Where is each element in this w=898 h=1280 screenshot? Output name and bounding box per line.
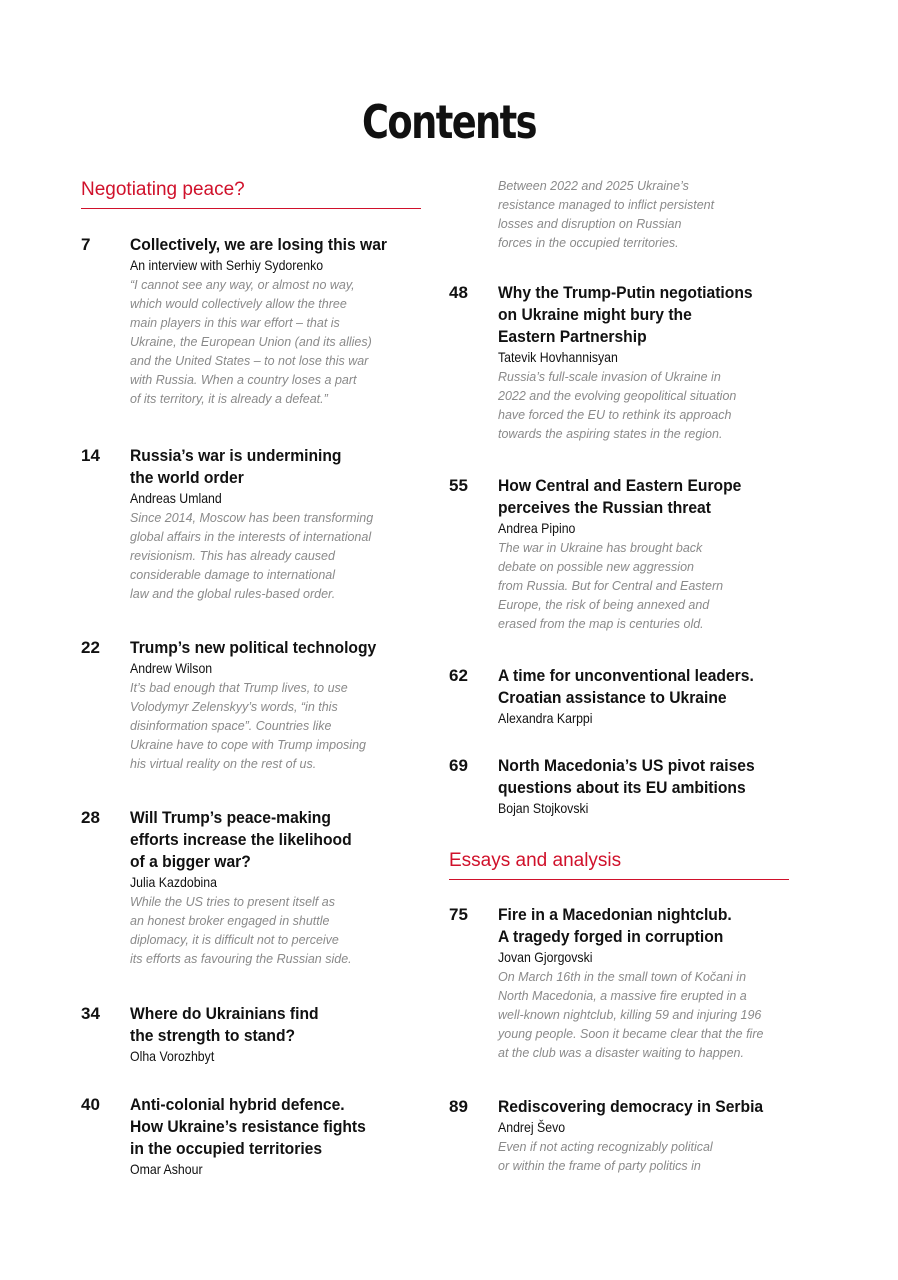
entry-abstract: While the US tries to present itself as an honest broker engaged in shuttle diplomacy, it is difficult not to perceive its efforts as favouring the Russian side. — [130, 895, 352, 966]
entry-author: Jovan Gjorgovski — [498, 949, 593, 965]
entry-abstract: Even if not acting recognizably political or within the frame of party politics in — [498, 1140, 713, 1173]
entry-author: Olha Vorozhbyt — [130, 1048, 215, 1064]
page-number: 69 — [449, 756, 468, 775]
continued-abstract: Between 2022 and 2025 Ukraine’s resistance managed to inflict persistent losses and disruption on Russian forces in the occupied territories. — [498, 179, 715, 250]
entry-author: Andrew Wilson — [130, 660, 213, 676]
entry-title[interactable]: Will Trump’s peace-making efforts increase the likelihood of a bigger war? — [130, 808, 352, 871]
entry-title[interactable]: Where do Ukrainians find the strength to stand? — [130, 1004, 319, 1045]
toc-entry[interactable] — [81, 807, 421, 969]
entry-abstract: The war in Ukraine has brought back debate on possible new aggression from Russia. But for Central and Eastern Europe, the risk of being annexed and erased from the map is centuries old. — [498, 541, 724, 631]
toc-entry[interactable] — [449, 282, 789, 444]
page-title: Contents — [362, 95, 536, 149]
page-number: 75 — [449, 905, 468, 924]
toc-entry[interactable] — [81, 1094, 421, 1179]
page-number: 89 — [449, 1097, 468, 1116]
toc-entry[interactable] — [81, 637, 421, 774]
toc-entry[interactable] — [449, 904, 789, 1063]
entry-title[interactable]: North Macedonia’s US pivot raises questions about its EU ambitions — [498, 756, 755, 797]
entry-title[interactable]: Why the Trump-Putin negotiations on Ukraine might bury the Eastern Partnership — [498, 283, 753, 346]
entry-title[interactable]: How Central and Eastern Europe perceives the Russian threat — [498, 476, 742, 517]
entry-title[interactable]: Russia’s war is undermining the world order — [130, 446, 342, 487]
page-number: 34 — [81, 1004, 100, 1023]
page-number: 7 — [81, 235, 91, 254]
entry-author: Tatevik Hovhannisyan — [498, 349, 618, 365]
page-number: 22 — [81, 638, 100, 657]
section-heading-negotiating-peace: Negotiating peace? — [81, 178, 421, 209]
page-number: 14 — [81, 446, 100, 465]
entry-title[interactable]: Trump’s new political technology — [130, 638, 377, 657]
toc-entry[interactable] — [449, 755, 789, 818]
entry-author: Andrej Ševo — [498, 1119, 566, 1135]
toc-entry[interactable] — [449, 475, 789, 634]
toc-entry[interactable] — [81, 1003, 421, 1066]
entry-author: Andreas Umland — [130, 490, 222, 506]
section-heading-essays-and-analysis: Essays and analysis — [449, 849, 789, 880]
page-number: 62 — [449, 666, 468, 685]
entry-abstract: On March 16th in the small town of Kočani in North Macedonia, a massive fire erupted in a well-known nightclub, killing 59 and injuring 196 young people. Soon it became clear that the fire at the club was a disaster waiting to happen. — [498, 970, 764, 1060]
entry-abstract: It’s bad enough that Trump lives, to use Volodymyr Zelenskyy’s words, “in this disinformation space”. Countries like Ukraine have to cope with Trump imposing his virtual reality on the rest of us. — [130, 681, 366, 771]
entry-author: An interview with Serhiy Sydorenko — [130, 257, 324, 273]
toc-entry[interactable] — [449, 665, 789, 728]
entry-author: Julia Kazdobina — [130, 874, 217, 890]
entry-author: Andrea Pipino — [498, 520, 576, 536]
entry-title[interactable]: Rediscovering democracy in Serbia — [498, 1097, 764, 1116]
entry-author: Omar Ashour — [130, 1161, 203, 1177]
entry-author: Alexandra Karppi — [498, 710, 593, 726]
entry-title[interactable]: Anti-colonial hybrid defence. How Ukraine’s resistance fights in the occupied territories — [130, 1095, 366, 1158]
entry-abstract: Russia’s full-scale invasion of Ukraine in 2022 and the evolving geopolitical situation have forced the EU to rethink its approach towards the aspiring states in the region. — [498, 370, 737, 441]
page-number: 48 — [449, 283, 468, 302]
page-number: 55 — [449, 476, 468, 495]
entry-title[interactable]: Collectively, we are losing this war — [130, 235, 387, 254]
toc-entry[interactable] — [81, 234, 421, 409]
page-number: 28 — [81, 808, 100, 827]
toc-entry[interactable] — [449, 1096, 789, 1176]
entry-abstract: “I cannot see any way, or almost no way, which would collectively allow the three main players in this war effort – that is Ukraine, the European Union (and its allies) and the United States – to not lose this war with Russia. When a country loses a part of its territory, it is already a defeat.” — [130, 278, 372, 406]
entry-title[interactable]: A time for unconventional leaders. Croatian assistance to Ukraine — [498, 666, 754, 707]
page-number: 40 — [81, 1095, 100, 1114]
entry-author: Bojan Stojkovski — [498, 800, 589, 816]
entry-abstract: Since 2014, Moscow has been transforming global affairs in the interests of international revisionism. This has already caused considerable damage to international law and the global rules-based order. — [130, 511, 374, 601]
toc-entry[interactable] — [81, 445, 421, 604]
entry-title[interactable]: Fire in a Macedonian nightclub. A tragedy forged in corruption — [498, 905, 732, 946]
